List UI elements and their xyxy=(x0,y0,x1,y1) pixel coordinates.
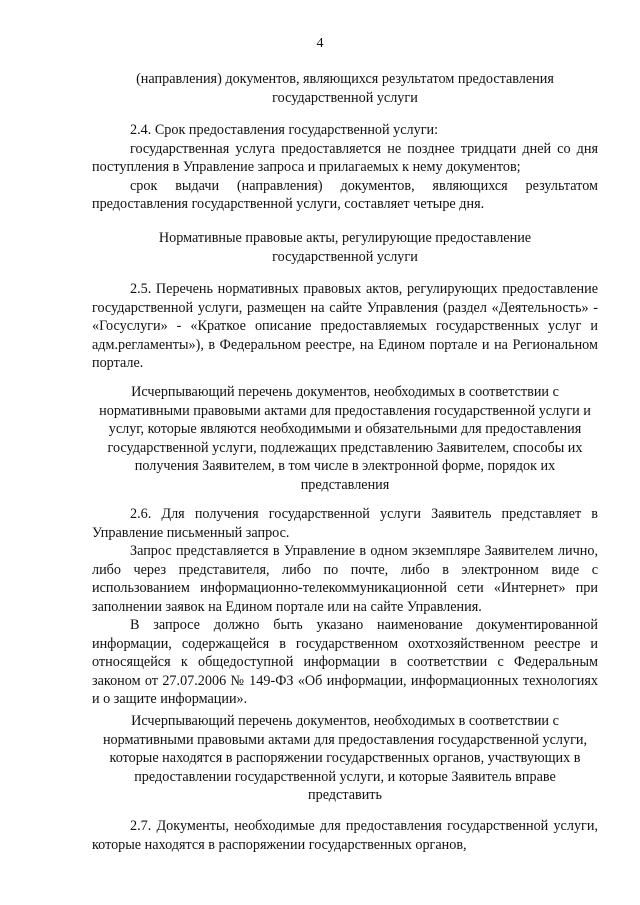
section-2-7: 2.7. Документы, необходимые для предоставления государственной услуги, которые находятся в распоряжении государственных органов, xyxy=(92,818,598,853)
section-2-4-title: 2.4. Срок предоставления государственной услуги: xyxy=(130,122,439,138)
heading-documents-list: Исчерпывающий перечень документов, необходимых в соответствии с нормативными правовыми актами для предоставления государственной услуги и услуг, которые являются необходимыми и обязательными для предоставления государственной услуги, подлежащих представлению Заявителем, способы их получения Заявителем, в том числе в электронной форме, порядок их представления xyxy=(99,384,591,493)
heading-legal-acts: Нормативные правовые акты, регулирующие предоставление государственной услуги xyxy=(158,230,532,265)
section-2-5: 2.5. Перечень нормативных правовых актов, регулирующих предоставление государственной услуги, размещен на сайте Управления (раздел «Деятельность» - «Госуслуги» - «Краткое описание предоставляемых государственных услуг и адм.регламенты»), в Федеральном реестре, на Едином портале и на Региональном портале. xyxy=(92,281,598,371)
page-number: 4 xyxy=(316,36,324,51)
heading-documents-list-2: Исчерпывающий перечень документов, необходимых в соответствии с нормативными правовыми актами для предоставления государственной услуги, которые находятся в распоряжении государственных органов, участвующих в предоставлении государственной услуги, и которые Заявитель вправе представить xyxy=(102,713,588,803)
intro-heading: (направления) документов, являющихся результатом предоставления государственной услуги xyxy=(136,71,554,106)
section-2-4-p2: срок выдачи (направления) документов, являющихся результатом предоставления государственной услуги, составляет четыре дня. xyxy=(92,177,598,212)
section-2-4-p1: государственная услуга предоставляется не позднее тридцати дней со дня поступления в Управление запроса и прилагаемых к нему документов; xyxy=(92,140,598,175)
section-2-6-p1: 2.6. Для получения государственной услуги Заявитель представляет в Управление письменный запрос. xyxy=(92,506,598,541)
section-2-6-p2: Запрос представляется в Управление в одном экземпляре Заявителем лично, либо через представителя, либо по почте, либо в электронном виде с использованием информационно-телекоммуникационной сети «Интернет» при заполнении заявок на Едином портале или на сайте Управления. xyxy=(92,543,598,615)
section-2-4 xyxy=(92,121,598,214)
section-2-6 xyxy=(92,505,598,709)
section-2-6-p3: В запросе должно быть указано наименование документированной информации, содержащейся в государственном охотхозяйственном реестре и относящейся к общедоступной информации в соответствии с Федеральным законом от 27.07.2006 № 149-ФЗ «Об информации, информационных технологиях и о защите информации». xyxy=(92,617,598,707)
